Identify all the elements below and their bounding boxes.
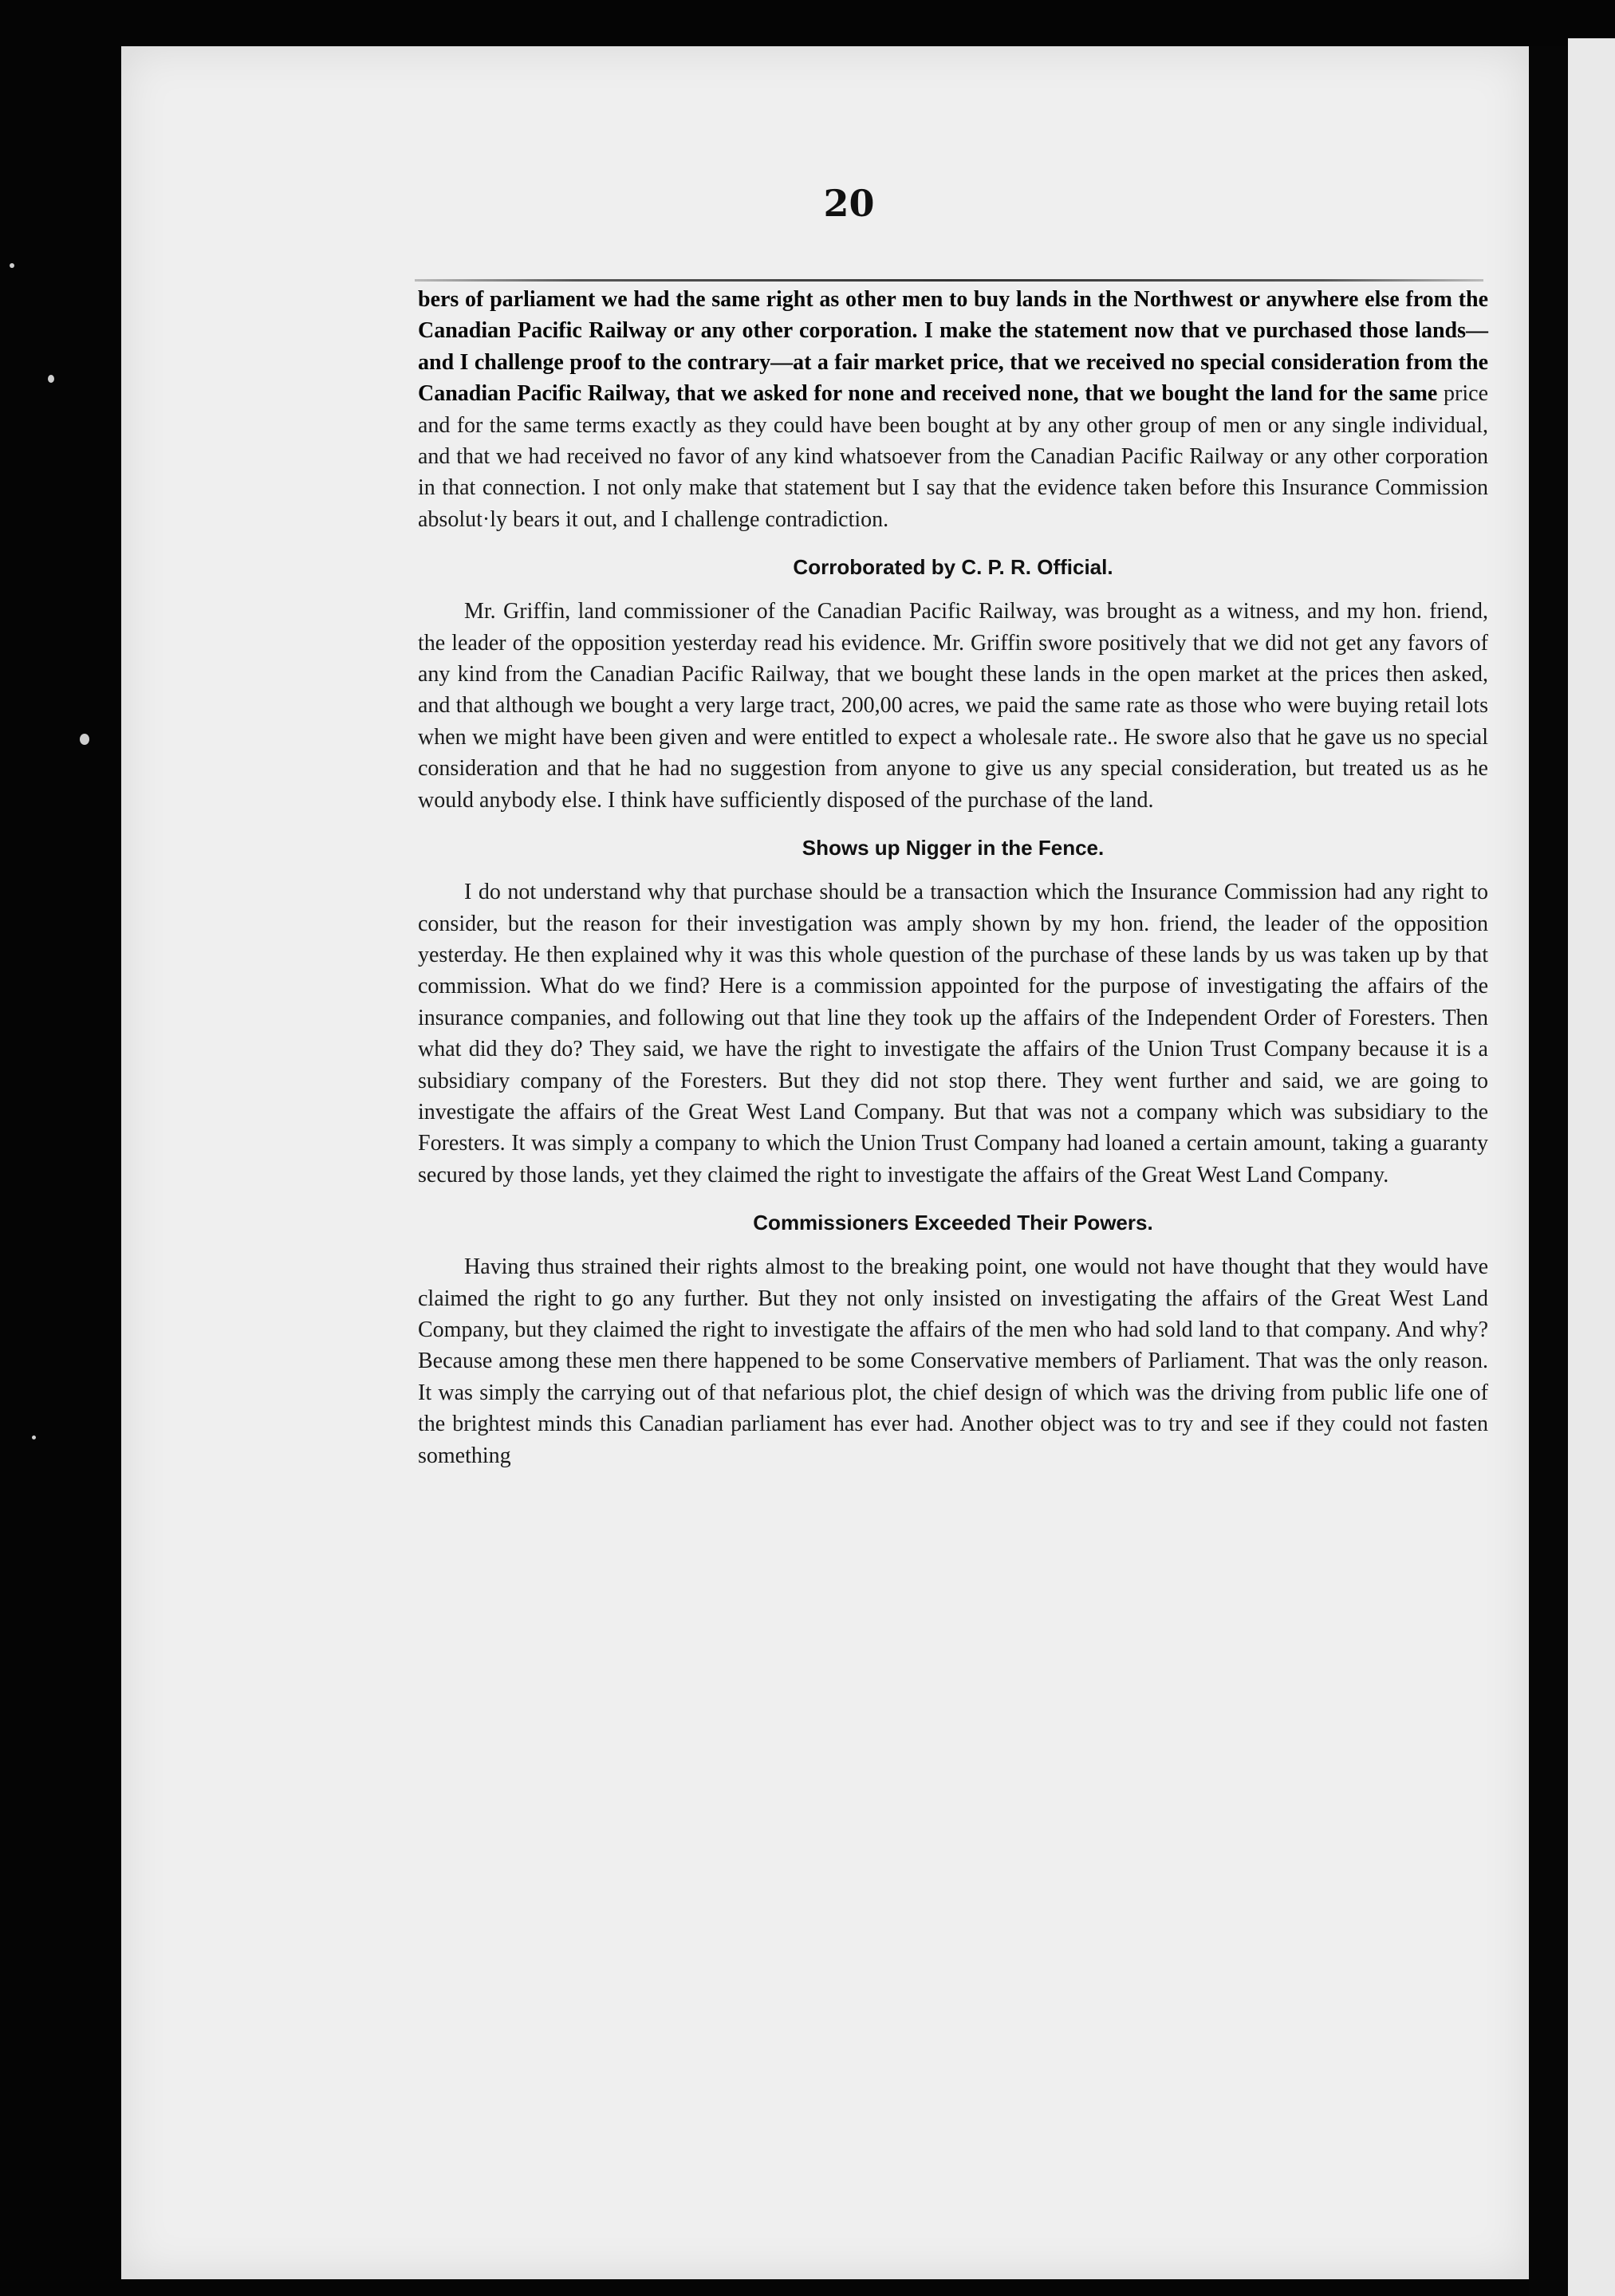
scan-speck — [48, 375, 54, 383]
section-body-corroborated: Mr. Griffin, land commissioner of the Canadian Pacific Railway, was brought as a witness, and my hon. friend, the leader of the opposition yesterday read his evidence. Mr. Griffin swore positively that we did not get any favors of any kind from the Canadian Pacific Railway, that we bought these lands in the open market at the prices then asked, and that although we bought a very large tract, 200,00 acres, we paid the same rate as those who were buying retail lots when we might have been given and were entitled to expect a wholesale rate.. He swore also that he gave us no special consideration and that he had no suggestion from anyone to give us any special consideration, but treated us as he would anybody else. I think have sufficiently disposed of the purchase of the land. — [418, 599, 1488, 813]
intro-paragraph — [418, 284, 1488, 535]
section-heading-shows-up: Shows up Nigger in the Fence. — [802, 836, 1105, 861]
header-rule — [415, 279, 1483, 282]
page-body — [418, 284, 1488, 1471]
adjacent-page-edge — [1568, 38, 1615, 2296]
section-body-shows-up: I do not understand why that purchase should be a transaction which the Insurance Commission had any right to consider, but the reason for their investigation was amply shown by my hon. friend, the leader of the opposition yesterday. He then explained why it was this whole question of the purchase of these lands by us was taken up by that commission. What do we find? Here is a commission appointed for the purpose of investigating the affairs of the insurance companies, and following out that line they took up the affairs of the Independent Order of Foresters. Then what did they do? They said, we have the right to investigate the affairs of the Union Trust Company because it is a subsidiary company of the Foresters. But they did not stop there. They went further and said, we are going to investigate the affairs of the Great West Land Company. But that was not a company which was subsidiary to the Foresters. It was simply a company to which the Union Trust Company had loaned a certain amount, taking a guaranty secured by those lands, yet they claimed the right to investigate the affairs of the Great West Land Company. — [418, 880, 1488, 1187]
document-page — [121, 46, 1529, 2279]
scan-speck — [80, 734, 89, 745]
intro-bold-text: bers of parliament we had the same right as other men to buy lands in the Northwest or anywhere else from the Canadian Pacific Railway or any other corporation. I make the statement now that ve purchased those lands—and I challenge proof to the contrary—at a fair market price, that we received no special consideration from the Canadian Pacific Railway, that we asked for none and received none, that we bought the land for the same — [418, 287, 1488, 407]
section-heading-commissioners: Commissioners Exceeded Their Powers. — [753, 1211, 1153, 1235]
page-gutter — [1529, 46, 1568, 2296]
section-heading-corroborated: Corroborated by C. P. R. Official. — [793, 555, 1113, 580]
intro-regular-text: price and for the same terms exactly as they could have been bought at by any other group of men or any single individual, and that we had received no favor of any kind whatsoever from the Canadian Pacific Railway or any other corporation in that connection. I not only make that statement but I say that the evidence taken before this Insurance Commission absolut·ly bears it out, and I challenge contradiction. — [418, 381, 1488, 532]
section-body-commissioners: Having thus strained their rights almost to the breaking point, one would not have thought that they would have claimed the right to go any further. But they not only insisted on investigating the affairs of the Great West Land Company, but they claimed the right to investigate the affairs of the men who had sold land to that company. And why? Because among these men there happened to be some Conservative members of Parliament. That was the only reason. It was simply the carrying out of that nefarious plot, the chief design of which was the driving from public life one of the brightest minds this Canadian parliament has ever had. Another object was to try and see if they could not fasten something — [418, 1254, 1488, 1468]
scan-speck — [10, 263, 14, 268]
scan-speck — [32, 1435, 36, 1439]
page-number: 20 — [823, 182, 875, 225]
